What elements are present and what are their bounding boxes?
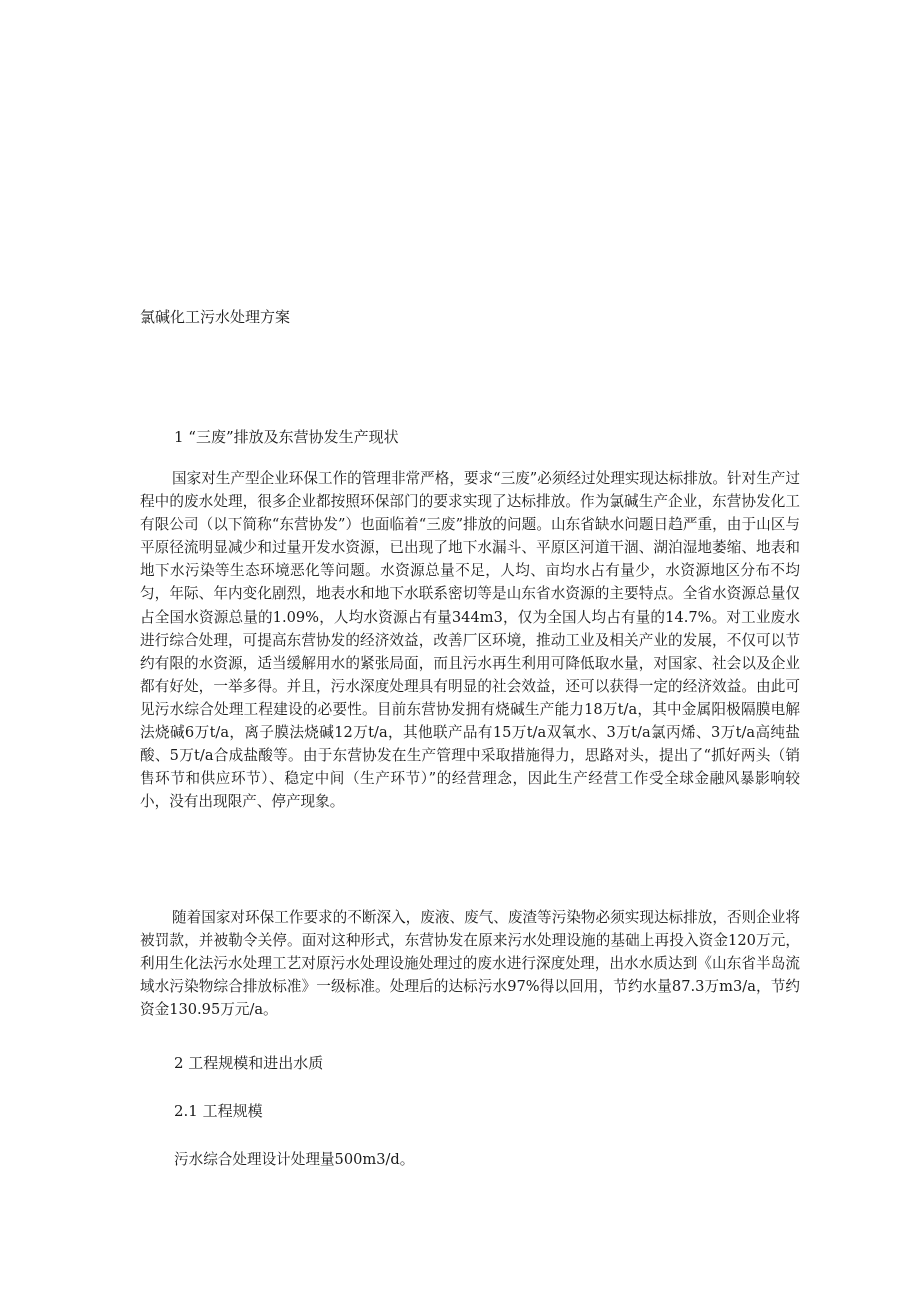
document-title: 氯碱化工污水处理方案 bbox=[140, 308, 291, 326]
section-2-1-heading: 2.1 工程规模 bbox=[174, 1102, 263, 1120]
paragraph-3: 污水综合处理设计处理量500m3/d。 bbox=[174, 1151, 415, 1168]
paragraph-2: 随着国家对环保工作要求的不断深入，废液、废气、废渣等污染物必须实现达标排放，否则企业将被罚款，并被勒令关停。面对这种形式，东营协发在原来污水处理设施的基础上再投入资金120万元，利用生化法污水处理工艺对原污水处理设施处理过的废水进行深度处理，出水水质达到《山东省半岛流域水污染物综合排放标准》一级标准。处理后的达标污水97%得以回用，节约水量87.3万m3/a，节约资金130.95万元/a。 bbox=[140, 909, 800, 1019]
section-1-heading: 1 “三废”排放及东营协发生产现状 bbox=[174, 428, 399, 446]
section-2-heading: 2 工程规模和进出水质 bbox=[174, 1054, 324, 1072]
paragraph-1: 国家对生产型企业环保工作的管理非常严格，要求“三废”必须经过处理实现达标排放。针对生产过程中的废水处理，很多企业都按照环保部门的要求实现了达标排放。作为氯碱生产企业，东营协发化工有限公司（以下简称“东营协发”）也面临着“三废”排放的问题。山东省缺水问题日趋严重，由于山区与平原径流明显减少和过量开发水资源，已出现了地下水漏斗、平原区河道干涸、湖泊湿地萎缩、地表和地下水污染等生态环境恶化等问题。水资源总量不足，人均、亩均水占有量少，水资源地区分布不均匀，年际、年内变化剧烈，地表水和地下水联系密切等是山东省水资源的主要特点。全省水资源总量仅占全国水资源总量的1.09%，人均水资源占有量344m3，仅为全国人均占有量的14.7%。对工业废水进行综合处理，可提高东营协发的经济效益，改善厂区环境，推动工业及相关产业的发展，不仅可以节约有限的水资源，适当缓解用水的紧张局面，而且污水再生利用可降低取水量，对国家、社会以及企业都有好处，一举多得。并且，污水深度处理具有明显的社会效益，还可以获得一定的经济效益。由此可见污水综合处理工程建设的必要性。目前东营协发拥有烧碱生产能力18万t/a，其中金属阳极隔膜电解法烧碱6万t/a，离子膜法烧碱12万t/a，其他联产品有15万t/a双氧水、3万t/a氯丙烯、3万t/a高纯盐酸、5万t/a合成盐酸等。由于东营协发在生产管理中采取措施得力，思路对头，提出了“抓好两头（销售环节和供应环节）、稳定中间（生产环节）”的经营理念，因此生产经营工作受全球金融风暴影响较小，没有出现限产、停产现象。 bbox=[140, 470, 800, 811]
